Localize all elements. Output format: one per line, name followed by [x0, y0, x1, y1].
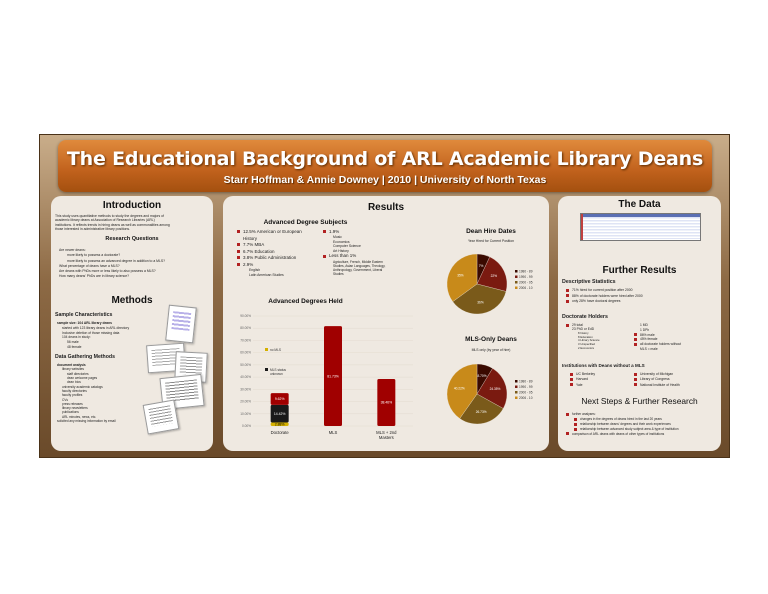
legend-label: no MLS	[270, 347, 281, 352]
document-thumbnail	[143, 399, 180, 434]
next-step-item: comparison of ARL deans with deans of other types of institutions	[566, 432, 679, 437]
subject-item: 7.7% MBA	[237, 242, 302, 249]
research-questions-heading: Research Questions	[105, 236, 159, 242]
legend-swatch	[515, 276, 518, 279]
further-results-heading: Further Results	[602, 265, 677, 276]
y-tick-label: 70.00%	[240, 338, 251, 343]
intro-methods-panel	[51, 196, 213, 451]
doctorate-item: 2 Economics	[578, 345, 595, 350]
x-tick-label: MLS	[328, 430, 338, 435]
data-spreadsheet-image	[580, 213, 701, 241]
gathering-item: press releases	[62, 401, 83, 406]
bar-value-label: 9.62%	[274, 397, 285, 402]
question-item: Are deans with PhDs more or less likely to also possess a MLS?	[59, 269, 156, 274]
subject-item: Art History	[333, 248, 349, 253]
next-step-item: further analyses:	[566, 412, 679, 417]
dean-hire-heading: Dean Hire Dates	[466, 228, 516, 235]
adv-held-heading: Advanced Degrees Held	[268, 298, 343, 305]
gathering-item: library newsletters	[62, 406, 88, 411]
question-item: more likely to possess an advanced degree in addition to a MLS?	[67, 258, 166, 263]
question-item: more likely to possess a doctorate?	[67, 253, 121, 258]
doctorate-item: 8 Education	[578, 334, 593, 339]
doctorate-item: 45% female	[634, 337, 681, 342]
legend-label: 2006 - 10	[519, 285, 533, 290]
doctorate-item: 29 total	[566, 323, 600, 327]
institution-item: Harvard	[570, 377, 595, 382]
intro-heading: Introduction	[102, 200, 162, 211]
pie-value-label: 26.73%	[475, 410, 487, 415]
x-tick-label: Masters	[378, 435, 394, 440]
poster	[39, 134, 730, 458]
subject-item: Latin American Studies	[249, 273, 284, 278]
subject-item: History	[243, 235, 258, 241]
gathering-item: dean welcome pages	[67, 375, 98, 380]
next-step-item: changes in the degrees of deans hired in the last 20 years	[566, 417, 679, 422]
y-tick-label: 80.00%	[240, 326, 251, 331]
doctorate-heading: Doctorate Holders	[562, 314, 608, 320]
mls-only-subtitle: MLS only (by year of hire)	[471, 348, 511, 352]
subject-item: Economics	[333, 239, 350, 244]
legend-swatch	[515, 281, 518, 284]
legend-label: 1980 - 89	[519, 269, 533, 274]
sample-item: Inclusive deletion of those missing data	[62, 330, 120, 335]
subject-item: Studies, Asian Languages, Theology,	[333, 263, 386, 268]
pie-value-label: 22%	[490, 274, 498, 279]
subject-item: Agriculture, French, Middle Eastern	[333, 259, 383, 264]
mls-only-pie-chart	[439, 354, 549, 434]
title-banner	[58, 140, 712, 192]
institution-item: Yale	[570, 383, 595, 388]
legend-swatch	[515, 386, 518, 389]
intro-line: those interested in administrative library positions.	[55, 226, 131, 231]
results-heading: Results	[367, 202, 405, 213]
document-thumbnail	[165, 305, 197, 344]
desc-stats-heading: Descriptive Statistics	[562, 279, 616, 285]
doctorate-item: 8 history	[578, 330, 589, 335]
sample-heading: Sample Characteristics	[55, 312, 113, 318]
y-tick-label: 50.00%	[240, 362, 251, 367]
poster-title: The Educational Background of ARL Academic Library Deans	[66, 148, 704, 170]
sample-item: 104 deans in study:	[62, 335, 91, 340]
subject-item: Less than 1%	[323, 253, 385, 259]
legend-label: 1990 - 99	[519, 274, 533, 279]
question-item: Are newer deans:	[59, 248, 86, 252]
mls-only-heading: MLS-Only Deans	[465, 336, 517, 343]
dean-hire-pie-chart	[439, 244, 549, 324]
legend-swatch	[515, 391, 518, 394]
legend-swatch	[515, 287, 518, 290]
institution-item: University of Michigan	[634, 372, 680, 377]
legend-label: 2000 - 05	[519, 280, 533, 285]
subject-item: 1.9%	[323, 229, 385, 235]
question-item: What percentage of deans have a MLS?	[59, 263, 120, 268]
gathering-heading: Data Gathering Methods	[55, 354, 115, 360]
results-panel	[223, 196, 549, 451]
dean-hire-subtitle: Year Hired for Current Position	[467, 239, 515, 243]
pie-value-label: 24.35%	[489, 387, 501, 392]
doctorate-item: 23 PhD or EdD	[572, 327, 595, 332]
legend-swatch	[515, 380, 518, 383]
subject-item: Computer Science	[333, 244, 361, 249]
gathering-item: CVs	[62, 397, 69, 402]
subject-item: Anthropology, Government, Liberal	[333, 268, 383, 273]
legend-label: 1980 - 89	[519, 379, 533, 384]
gathering-item: faculty directories	[62, 388, 87, 393]
legend-swatch	[265, 368, 268, 371]
gathering-item: faculty profiles	[62, 393, 83, 398]
sample-item: 56 male	[67, 340, 79, 345]
desc-stat-item: only 28% have doctoral degrees	[566, 299, 643, 305]
doctorate-item: 86% male	[634, 333, 681, 338]
bar-value-label: 14.42%	[273, 411, 286, 416]
next-step-item: relationship between advanced study subject area & type of institution	[566, 427, 679, 432]
legend-label: 2006 - 10	[519, 395, 533, 400]
sample-item: started with 123 library deans in ARL directory	[62, 325, 130, 330]
subject-item: 2.9%	[237, 262, 302, 269]
y-tick-label: 20.00%	[240, 399, 251, 404]
gathering-item: university academic catalogs	[62, 384, 103, 389]
gathering-item: solicited any missing information by email	[57, 419, 116, 424]
data-further-panel	[558, 196, 721, 451]
next-steps-heading: Next Steps & Further Research	[581, 396, 698, 406]
bar-value-label: 81.73%	[327, 374, 339, 379]
subject-item: 12.5% American or European	[237, 229, 302, 236]
pie-value-label: 8.70%	[477, 374, 487, 379]
institution-item: UC Berkeley	[570, 372, 595, 377]
gathering-item: document analysis	[57, 363, 86, 367]
y-tick-label: 60.00%	[240, 350, 251, 355]
data-heading: The Data	[618, 199, 661, 210]
intro-line: institutions. It reflects trends in hiring deans as well as commonalities among	[55, 222, 170, 227]
bar-value-label: 2.88%	[274, 422, 285, 427]
doctorate-item: 3 Unspecified	[578, 342, 595, 347]
gathering-item: library websites	[62, 367, 84, 372]
institutions-heading: Institutions with Deans without a MLS	[562, 363, 645, 368]
advanced-degrees-bar-chart	[223, 308, 423, 451]
y-tick-label: 30.00%	[240, 387, 251, 392]
gathering-item: dean bios	[67, 380, 81, 385]
doctorate-item: all doctorate holders without	[634, 342, 681, 347]
sample-item: 48 female	[67, 344, 82, 349]
x-tick-label: Doctorate	[270, 430, 289, 435]
y-tick-label: 10.00%	[240, 411, 251, 416]
legend-swatch	[515, 270, 518, 273]
gathering-item: publications	[62, 410, 79, 415]
desc-stat-item: 71% hired for current position after 2000	[566, 288, 643, 294]
question-item: How many deans' PhDs are in library science?	[59, 274, 129, 279]
legend-label: 2000 - 05	[519, 390, 533, 395]
subject-item: 6.7% Education	[237, 249, 302, 256]
y-tick-label: 0.00%	[241, 424, 251, 428]
pie-value-label: 7%	[478, 263, 484, 268]
poster-subtitle: Starr Hoffman & Annie Downey | 2010 | University of North Texas	[223, 174, 547, 186]
subject-item: 3.8% Public Administration	[237, 255, 302, 262]
legend-swatch	[265, 348, 268, 351]
intro-line: This study uses quantitative methods to study the degrees and majors of	[55, 214, 164, 218]
intro-line: academic library deans at Association of Research Libraries (ARL)	[55, 218, 155, 223]
doctorate-item: 4 Library Science	[578, 338, 600, 343]
subject-item: English	[249, 268, 261, 273]
doctorate-item: 1 MD	[640, 323, 648, 327]
doctorate-item: MLS = male	[640, 346, 658, 351]
y-tick-label: 90.00%	[240, 314, 251, 318]
subject-item: Music	[333, 235, 342, 240]
legend-label: MLS status	[270, 367, 286, 372]
pie-value-label: 36%	[477, 300, 484, 305]
desc-stat-item: 88% of doctorate holders were hired after 2000	[566, 294, 643, 300]
gathering-item: staff directories	[67, 371, 89, 376]
x-tick-label: MLS + 2nd	[376, 430, 397, 435]
gathering-item: ARL minutes, news, etc.	[62, 414, 97, 419]
adv-subjects-heading: Advanced Degree Subjects	[263, 219, 348, 226]
bar-value-label: 38.46%	[380, 400, 393, 405]
legend-label: 1990 - 99	[519, 384, 533, 389]
subject-item: Studies	[333, 272, 344, 277]
y-tick-label: 40.00%	[240, 375, 251, 380]
pie-value-label: 40.22%	[453, 386, 465, 391]
next-step-item: relationship between deans' degrees and their work experiences	[566, 422, 679, 427]
legend-swatch	[515, 397, 518, 400]
institution-item: Library of Congress	[634, 377, 680, 382]
legend-label: unknown	[270, 372, 283, 376]
methods-heading: Methods	[111, 295, 153, 306]
doctorate-item: 1 DPh	[640, 327, 650, 332]
pie-value-label: 35%	[457, 273, 464, 278]
sample-item: sample size: 104 ARL library deans	[57, 321, 112, 325]
institution-item: National Institute of Health	[634, 383, 680, 388]
